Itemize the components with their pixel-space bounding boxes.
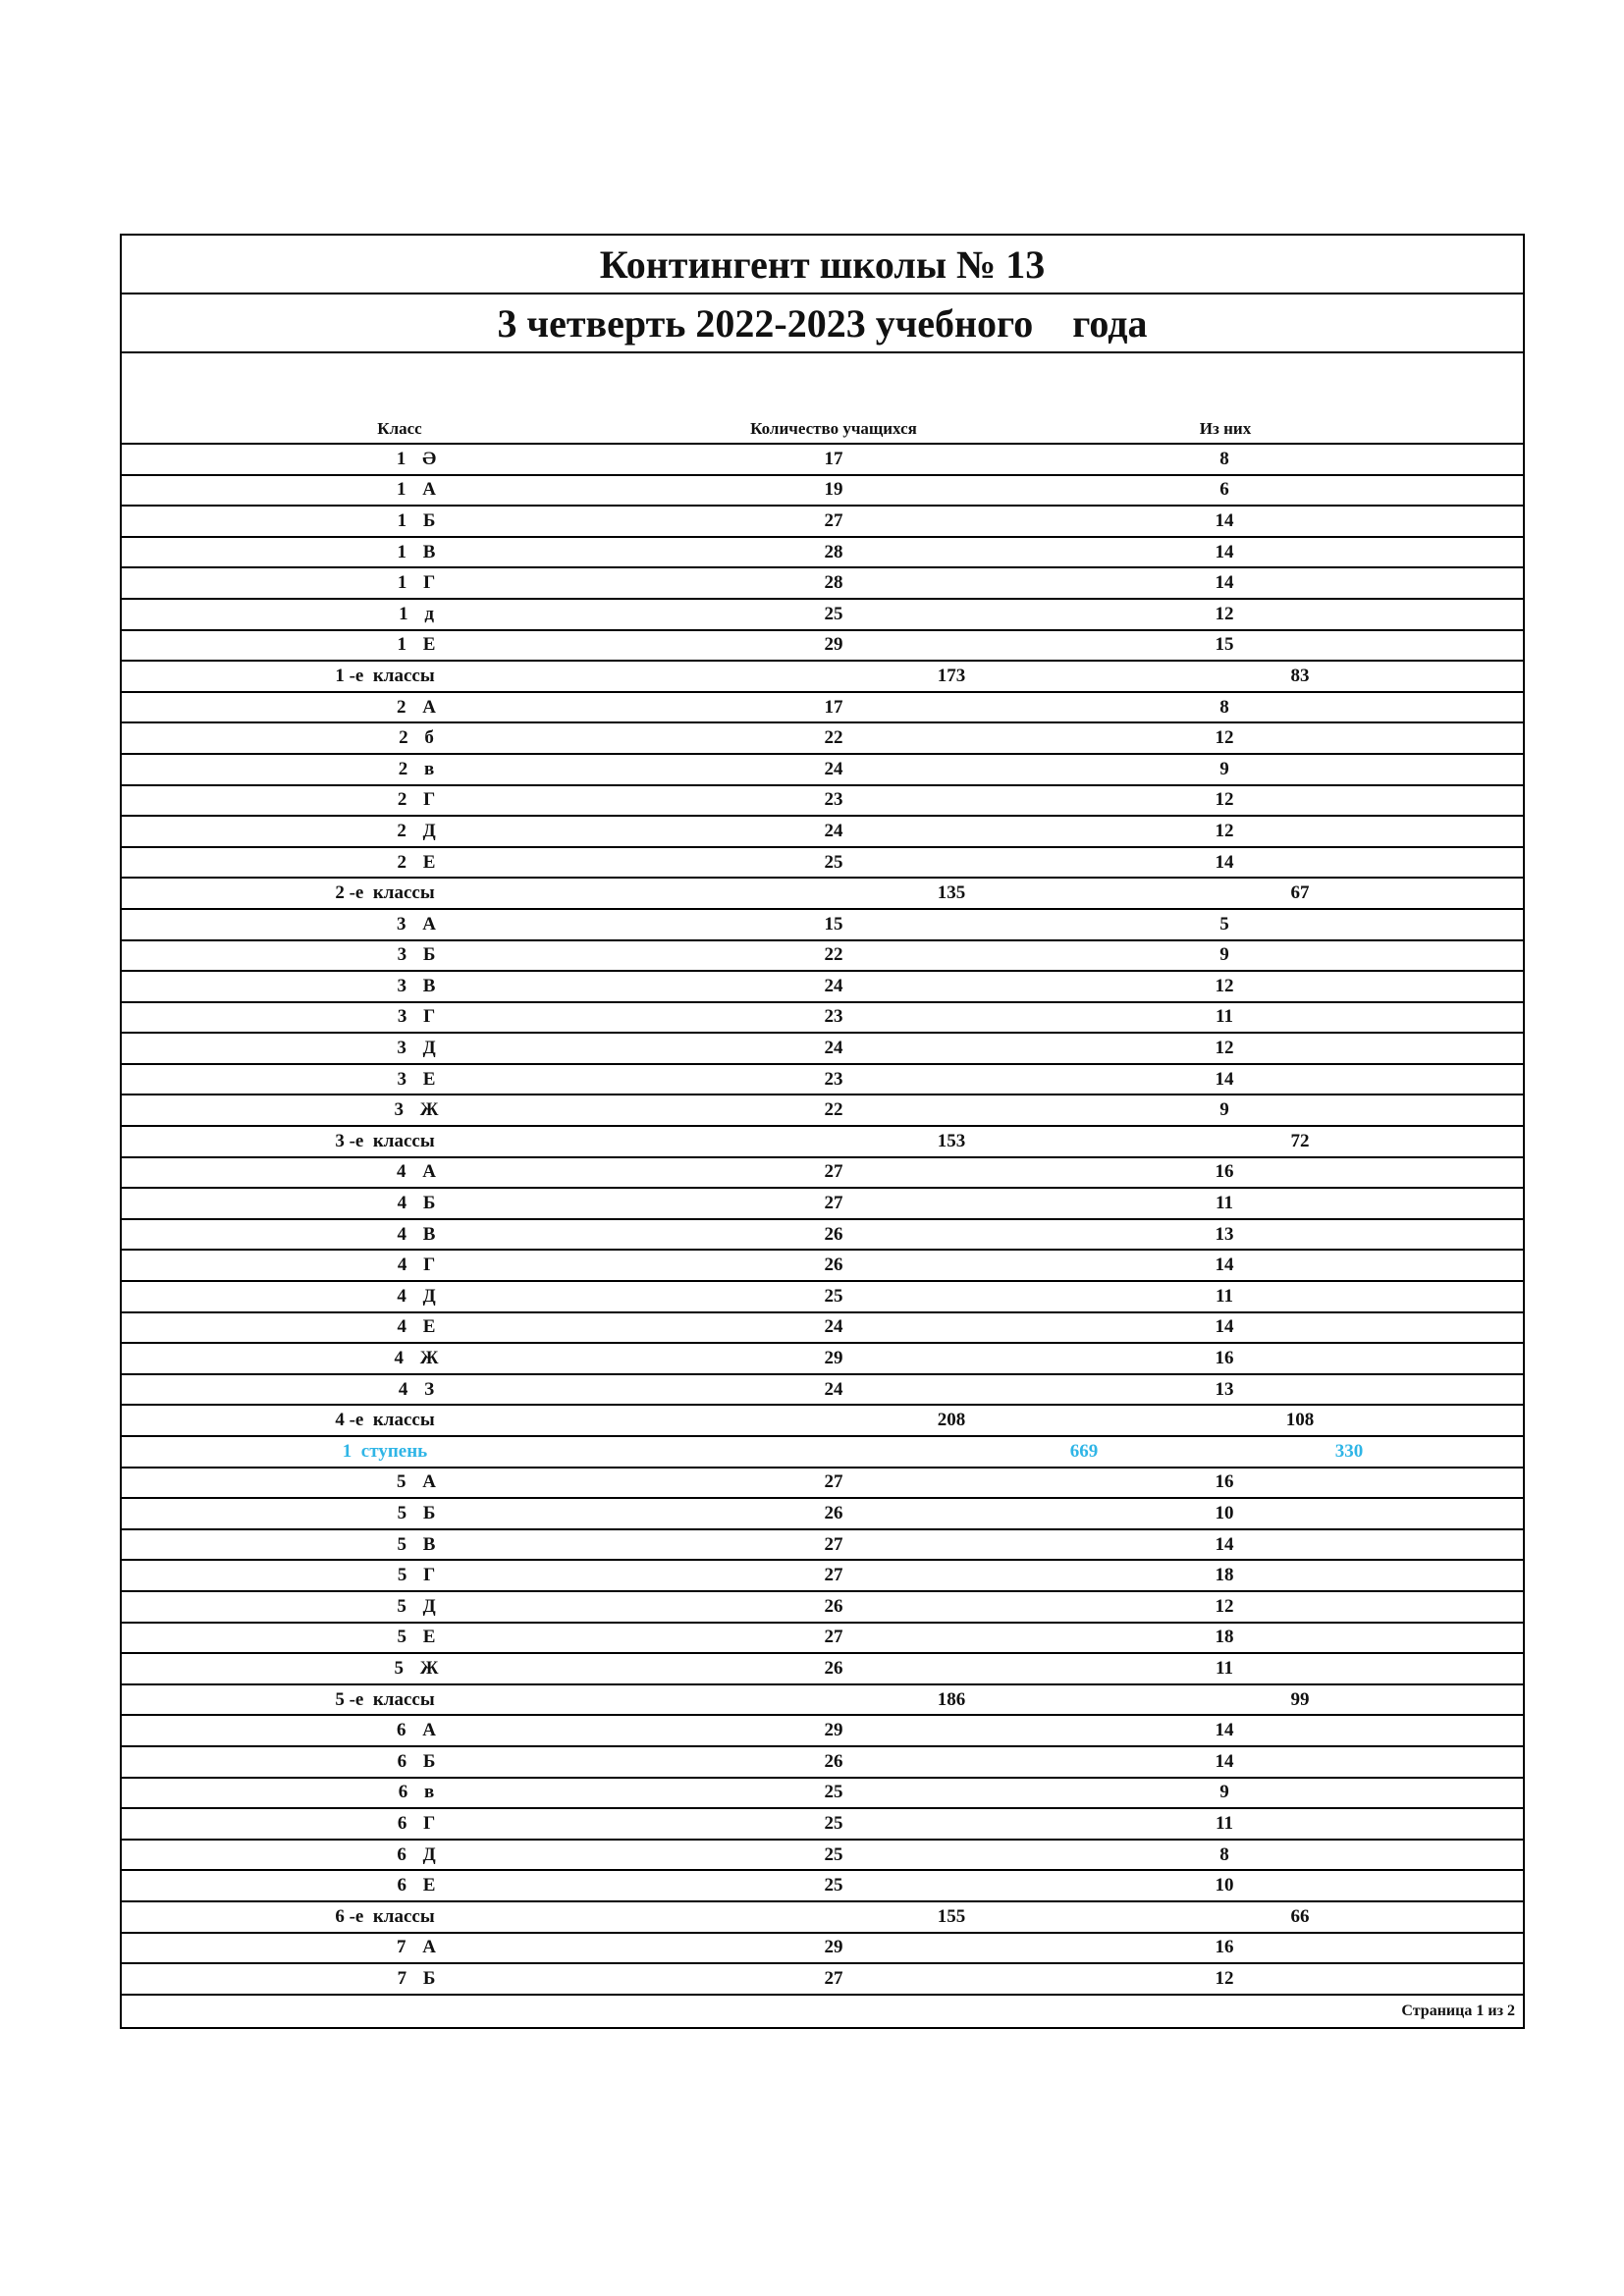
of-them-cell: 99 (1290, 1688, 1310, 1710)
class-cell: 2 Г (397, 789, 442, 811)
class-cell: 3 В (397, 975, 442, 996)
count-cell: 25 (824, 603, 843, 624)
table-row (122, 1095, 1523, 1127)
class-cell: 1 Г (397, 572, 442, 594)
count-cell: 27 (824, 1533, 843, 1555)
class-cell: 4 Б (397, 1193, 442, 1214)
count-cell: 29 (824, 1720, 843, 1741)
table-row (122, 1189, 1523, 1220)
of-them-cell: 16 (1215, 1471, 1234, 1493)
class-cell: 5 Е (397, 1627, 442, 1648)
of-them-cell: 330 (1334, 1440, 1364, 1462)
count-cell: 24 (824, 1316, 843, 1338)
table-row (122, 1809, 1523, 1841)
contingent-table (120, 234, 1525, 2029)
count-cell: 26 (824, 1657, 843, 1679)
header-spacer (122, 353, 1523, 414)
class-cell: 2 -е классы (335, 882, 435, 904)
count-cell: 22 (824, 727, 843, 749)
table-row (122, 1779, 1523, 1810)
count-cell: 26 (824, 1502, 843, 1523)
table-row (122, 723, 1523, 755)
of-them-cell: 16 (1215, 1348, 1234, 1369)
count-cell: 24 (824, 975, 843, 996)
table-body (122, 445, 1523, 1996)
class-cell: 6 -е классы (335, 1905, 435, 1927)
of-them-cell: 108 (1285, 1410, 1315, 1431)
class-cell: 5 Б (397, 1502, 442, 1523)
table-row (122, 538, 1523, 569)
of-them-cell: 72 (1290, 1130, 1310, 1151)
table-row (122, 1003, 1523, 1035)
count-cell: 22 (824, 944, 843, 966)
count-cell: 27 (824, 1471, 843, 1493)
count-cell: 135 (937, 882, 966, 904)
table-row (122, 786, 1523, 818)
table-row (122, 1654, 1523, 1685)
count-cell: 25 (824, 1875, 843, 1896)
count-cell: 25 (824, 1782, 843, 1803)
class-cell: 6 Г (397, 1812, 442, 1834)
class-cell: 4 В (397, 1223, 442, 1245)
of-them-cell: 12 (1215, 820, 1234, 841)
of-them-cell: 8 (1219, 448, 1229, 469)
count-cell: 28 (824, 572, 843, 594)
class-cell: 4 Ж (394, 1348, 445, 1369)
count-cell: 25 (824, 1285, 843, 1307)
table-row (122, 1251, 1523, 1282)
count-cell: 29 (824, 1937, 843, 1958)
table-row (122, 1158, 1523, 1190)
of-them-cell: 16 (1215, 1937, 1234, 1958)
class-cell: 5 В (397, 1533, 442, 1555)
subtotal-row (122, 1127, 1523, 1158)
class-cell: 5 Ж (394, 1657, 445, 1679)
count-cell: 27 (824, 1627, 843, 1648)
class-cell: 5 А (397, 1471, 442, 1493)
of-them-cell: 14 (1215, 1720, 1234, 1741)
of-them-cell: 9 (1219, 758, 1229, 779)
of-them-cell: 11 (1216, 1812, 1233, 1834)
table-row (122, 1964, 1523, 1996)
of-them-cell: 14 (1215, 851, 1234, 873)
table-row (122, 631, 1523, 663)
class-cell: 6 в (398, 1782, 441, 1803)
class-cell: 6 Е (397, 1875, 442, 1896)
subtotal-row (122, 879, 1523, 910)
count-cell: 23 (824, 789, 843, 811)
table-row (122, 1499, 1523, 1530)
count-cell: 186 (937, 1688, 966, 1710)
subtotal-row (122, 1406, 1523, 1437)
class-cell: 3 Б (397, 944, 442, 966)
of-them-cell: 9 (1219, 1099, 1229, 1121)
count-cell: 15 (824, 913, 843, 934)
table-row (122, 1841, 1523, 1872)
count-cell: 26 (824, 1223, 843, 1245)
count-cell: 25 (824, 1843, 843, 1865)
class-cell: 1 Ә (396, 448, 443, 469)
count-cell: 27 (824, 1161, 843, 1183)
class-cell: 6 Д (397, 1843, 442, 1865)
count-cell: 24 (824, 758, 843, 779)
count-cell: 155 (937, 1905, 966, 1927)
class-cell: 1 В (397, 541, 442, 562)
count-cell: 23 (824, 1006, 843, 1028)
document-subtitle: 3 четверть 2022-2023 учебного года (122, 294, 1523, 353)
class-cell: 1 -е классы (335, 665, 435, 686)
count-cell: 669 (1069, 1440, 1099, 1462)
class-cell: 7 А (397, 1937, 442, 1958)
of-them-cell: 14 (1215, 1533, 1234, 1555)
class-cell: 3 А (397, 913, 442, 934)
count-cell: 17 (824, 448, 843, 469)
class-cell: 1 Е (397, 634, 442, 656)
subtotal-row (122, 1685, 1523, 1717)
subtotal-row (122, 662, 1523, 693)
table-row (122, 476, 1523, 507)
count-cell: 29 (824, 634, 843, 656)
class-cell: 5 Г (397, 1565, 442, 1586)
class-cell: 4 Д (397, 1285, 442, 1307)
count-cell: 27 (824, 1193, 843, 1214)
table-row (122, 755, 1523, 786)
class-cell: 1 ступень (342, 1440, 428, 1462)
of-them-cell: 13 (1215, 1223, 1234, 1245)
class-cell: 2 в (398, 758, 441, 779)
count-cell: 24 (824, 1378, 843, 1400)
count-cell: 27 (824, 1967, 843, 1989)
class-cell: 3 Д (397, 1038, 442, 1059)
count-cell: 27 (824, 1565, 843, 1586)
class-cell: 7 Б (397, 1967, 442, 1989)
table-row (122, 1034, 1523, 1065)
class-cell: 6 Б (397, 1750, 442, 1772)
class-cell: 1 А (397, 479, 442, 501)
table-row (122, 1624, 1523, 1655)
of-them-cell: 8 (1219, 1843, 1229, 1865)
stage-total-row (122, 1437, 1523, 1468)
class-cell: 2 б (399, 727, 440, 749)
class-cell: 1 Б (397, 509, 442, 531)
class-cell: 3 Г (397, 1006, 442, 1028)
class-cell: 4 -е классы (335, 1410, 435, 1431)
class-cell: 1 д (399, 603, 440, 624)
of-them-cell: 14 (1215, 1068, 1234, 1090)
table-row (122, 910, 1523, 941)
class-cell: 5 -е классы (335, 1688, 435, 1710)
count-cell: 22 (824, 1099, 843, 1121)
of-them-cell: 9 (1219, 1782, 1229, 1803)
table-row (122, 817, 1523, 848)
table-row (122, 1871, 1523, 1902)
class-cell: 4 Г (397, 1255, 442, 1276)
count-cell: 25 (824, 1812, 843, 1834)
page-footer (122, 1996, 1523, 2027)
of-them-cell: 12 (1215, 1038, 1234, 1059)
table-row (122, 1282, 1523, 1313)
of-them-cell: 14 (1215, 1255, 1234, 1276)
table-row (122, 972, 1523, 1003)
of-them-cell: 11 (1216, 1006, 1233, 1028)
of-them-cell: 83 (1290, 665, 1310, 686)
count-cell: 17 (824, 696, 843, 718)
of-them-cell: 16 (1215, 1161, 1234, 1183)
table-row (122, 1747, 1523, 1779)
of-them-cell: 14 (1215, 509, 1234, 531)
of-them-cell: 9 (1219, 944, 1229, 966)
of-them-cell: 14 (1215, 572, 1234, 594)
class-cell: 2 Е (397, 851, 442, 873)
of-them-cell: 8 (1219, 696, 1229, 718)
count-cell: 26 (824, 1750, 843, 1772)
of-them-cell: 6 (1219, 479, 1229, 501)
class-cell: 3 -е классы (335, 1130, 435, 1151)
count-cell: 23 (824, 1068, 843, 1090)
of-them-cell: 12 (1215, 1967, 1234, 1989)
table-row (122, 1375, 1523, 1407)
table-row (122, 600, 1523, 631)
class-cell: 2 А (397, 696, 442, 718)
table-row (122, 848, 1523, 880)
of-them-cell: 67 (1290, 882, 1310, 904)
of-them-cell: 66 (1290, 1905, 1310, 1927)
count-cell: 24 (824, 820, 843, 841)
header-count: Количество учащихся (750, 418, 917, 438)
of-them-cell: 11 (1216, 1193, 1233, 1214)
page-number: Страница 1 из 2 (1401, 2002, 1515, 2019)
class-cell: 6 А (397, 1720, 442, 1741)
subtotal-row (122, 1902, 1523, 1934)
class-cell: 3 Е (397, 1068, 442, 1090)
of-them-cell: 12 (1215, 727, 1234, 749)
class-cell: 4 А (397, 1161, 442, 1183)
class-cell: 4 Е (397, 1316, 442, 1338)
class-cell: 2 Д (397, 820, 442, 841)
of-them-cell: 10 (1215, 1875, 1234, 1896)
count-cell: 27 (824, 509, 843, 531)
of-them-cell: 11 (1216, 1657, 1233, 1679)
count-cell: 29 (824, 1348, 843, 1369)
of-them-cell: 18 (1215, 1565, 1234, 1586)
of-them-cell: 18 (1215, 1627, 1234, 1648)
of-them-cell: 12 (1215, 603, 1234, 624)
of-them-cell: 14 (1215, 1316, 1234, 1338)
count-cell: 19 (824, 479, 843, 501)
of-them-cell: 14 (1215, 541, 1234, 562)
table-row (122, 941, 1523, 973)
document-title: Контингент школы № 13 (122, 236, 1523, 294)
count-cell: 173 (937, 665, 966, 686)
table-row (122, 1530, 1523, 1562)
header-of-them: Из них (1199, 418, 1252, 438)
count-cell: 153 (937, 1130, 966, 1151)
table-row (122, 1934, 1523, 1965)
table-header (122, 414, 1523, 445)
table-row (122, 1313, 1523, 1345)
class-cell: 4 З (398, 1378, 441, 1400)
count-cell: 24 (824, 1038, 843, 1059)
count-cell: 208 (937, 1410, 966, 1431)
table-row (122, 1344, 1523, 1375)
of-them-cell: 14 (1215, 1750, 1234, 1772)
count-cell: 25 (824, 851, 843, 873)
table-row (122, 1561, 1523, 1592)
header-class: Класс (377, 418, 422, 438)
table-row (122, 1220, 1523, 1252)
class-cell: 3 Ж (394, 1099, 445, 1121)
of-them-cell: 12 (1215, 789, 1234, 811)
count-cell: 28 (824, 541, 843, 562)
table-row (122, 1468, 1523, 1500)
of-them-cell: 12 (1215, 1595, 1234, 1617)
count-cell: 26 (824, 1595, 843, 1617)
of-them-cell: 15 (1215, 634, 1234, 656)
table-row (122, 507, 1523, 538)
of-them-cell: 5 (1219, 913, 1229, 934)
table-row (122, 1592, 1523, 1624)
of-them-cell: 13 (1215, 1378, 1234, 1400)
table-row (122, 693, 1523, 724)
class-cell: 5 Д (397, 1595, 442, 1617)
of-them-cell: 10 (1215, 1502, 1234, 1523)
of-them-cell: 12 (1215, 975, 1234, 996)
of-them-cell: 11 (1216, 1285, 1233, 1307)
table-row (122, 1716, 1523, 1747)
table-row (122, 445, 1523, 476)
count-cell: 26 (824, 1255, 843, 1276)
table-row (122, 1065, 1523, 1096)
table-row (122, 568, 1523, 600)
